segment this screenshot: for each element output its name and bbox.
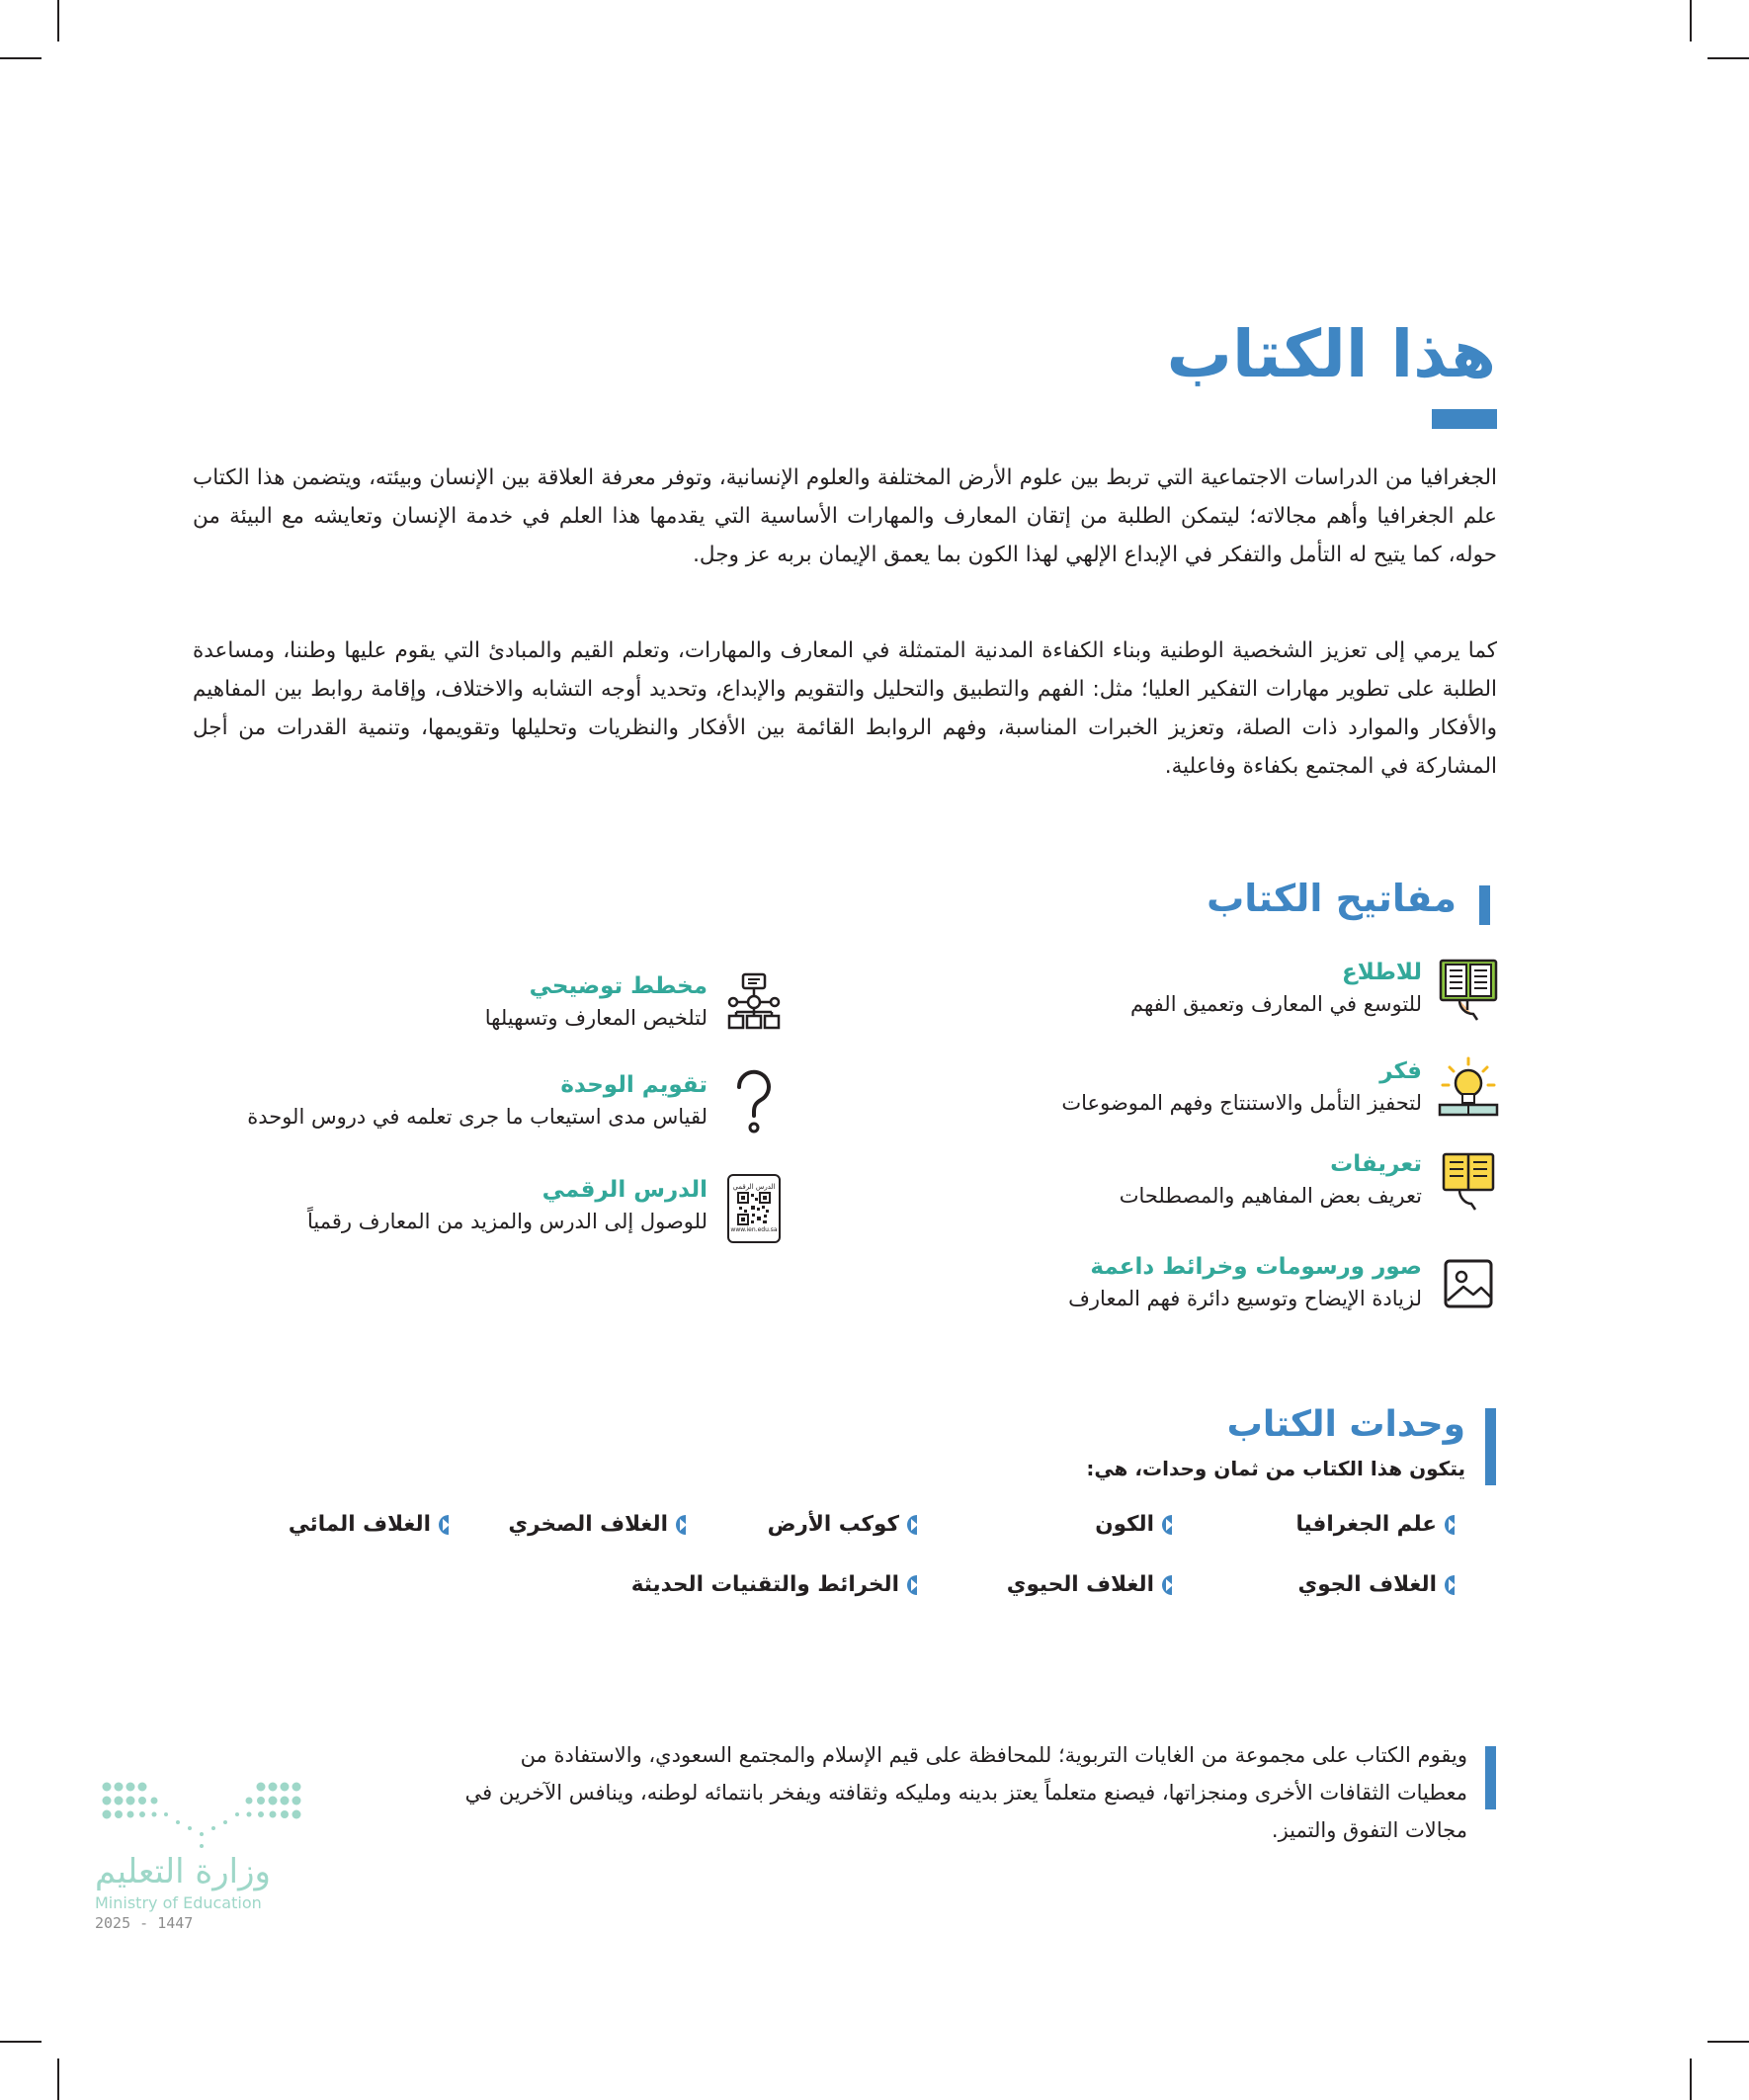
intro-paragraph: كما يرمي إلى تعزيز الشخصية الوطنية وبناء الكفاءة المدنية المتمثلة في المعارف والمهارات، وتعلم القيم والمبادئ التي يقوم عليها وطننا، ومساعدة الطلبة على تطوير مهارات التفكير العليا؛ مثل: الفهم والتطبيق والتحليل والتقويم والإبداع، وتحديد أوجه التشابه والاختلاف، وإقامة روابط بين المفاهيم والأفكار والموارد ذات الصلة، وتعزيز الخبرات المناسبة، وفهم الروابط القائمة بين الأفكار والنظريات وتحليلها وتقويمها، وتنمية القدرات من أجل المشاركة في المجتمع بكفاءة وفاعلية. [193, 638, 1497, 779]
keys-section-title: مفاتيح الكتاب [1207, 877, 1457, 920]
units-section-title: وحدات الكتاب [1226, 1404, 1465, 1445]
key-title: تعريفات [1330, 1151, 1422, 1177]
unit-item [768, 1512, 927, 1537]
unit-item [289, 1512, 458, 1537]
bullet-icon [1162, 1515, 1182, 1535]
bullet-icon [907, 1575, 927, 1595]
key-description: لقياس مدى استيعاب ما جرى تعلمه في دروس الوحدة [247, 1105, 708, 1129]
crop-mark [0, 57, 42, 59]
bullet-icon [907, 1515, 927, 1535]
bullet-icon [1445, 1515, 1464, 1535]
crop-mark [1690, 2058, 1692, 2100]
unit-label: علم الجغرافيا [1295, 1512, 1437, 1537]
crop-mark [57, 0, 59, 42]
unit-item [1007, 1572, 1182, 1597]
key-description: لتلخيص المعارف وتسهيلها [484, 1006, 708, 1030]
unit-label: الخرائط والتقنيات الحديثة [630, 1572, 899, 1597]
key-item [1061, 1055, 1499, 1121]
crop-mark [0, 2041, 42, 2043]
unit-item [1295, 1512, 1464, 1537]
ministry-logo-dots-icon [95, 1779, 308, 1852]
section-marker-bar [1485, 1408, 1496, 1485]
key-item [247, 1069, 785, 1134]
qr-code-icon [727, 1174, 781, 1243]
edition-year: 2025 - 1447 [95, 1914, 194, 1932]
crop-mark [57, 2058, 59, 2100]
bullet-icon [676, 1515, 696, 1535]
crop-mark [1707, 2041, 1749, 2043]
unit-item [631, 1572, 927, 1597]
key-title: فكر [1379, 1058, 1422, 1084]
unit-label: الغلاف الجوي [1297, 1572, 1437, 1597]
section-marker-bar [1485, 1746, 1496, 1809]
crop-mark [1707, 57, 1749, 59]
key-description: تعريف بعض المفاهيم والمصطلحات [1119, 1184, 1422, 1208]
closing-paragraph: ويقوم الكتاب على مجموعة من الغايات التربوية؛ للمحافظة على قيم الإسلام والمجتمع السعودي، والاستفادة من معطيات الثقافات الأخرى ومنجزاتها، فيصنع متعلماً يعتز بدينه ومليكه وثقافته ويفخر بانتمائه لوطنه، وينافس الآخرين في مجالات التفوق والتميز. [464, 1743, 1467, 1842]
key-title: صور ورسومات وخرائط داعمة [1090, 1254, 1422, 1280]
bullet-icon [439, 1515, 458, 1535]
key-item [485, 970, 785, 1036]
ministry-logo [95, 1779, 312, 1932]
title-underline-bar [1432, 409, 1497, 429]
unit-item [1095, 1512, 1182, 1537]
unit-label: الغلاف الصخري [508, 1512, 668, 1537]
page-title: هذا الكتاب [1166, 316, 1496, 392]
unit-label: الكون [1095, 1512, 1154, 1537]
key-title: مخطط توضيحي [529, 973, 708, 999]
image-icon [1438, 1251, 1499, 1316]
key-description: للوصول إلى الدرس والمزيد من المعارف رقمياً [306, 1210, 708, 1233]
unit-item [508, 1512, 696, 1537]
key-title: تقويم الوحدة [560, 1072, 708, 1098]
qr-card-caption: الدرس الرقمي [732, 1183, 776, 1191]
section-marker-bar [1479, 885, 1490, 925]
key-item [1130, 957, 1499, 1022]
key-description: لزيادة الإيضاح وتوسيع دائرة فهم المعارف [1068, 1287, 1422, 1310]
key-title: الدرس الرقمي [541, 1177, 708, 1203]
intro-paragraph: الجغرافيا من الدراسات الاجتماعية التي تربط بين علوم الأرض المختلفة والعلوم الإنسانية، وتوفر معرفة العلاقة بين الإنسان وبيئته، ويتضمن هذا الكتاب علم الجغرافيا وأهم مجالاته؛ ليتمكن الطلبة من إتقان المعارف والمهارات الأساسية التي يقدمها هذا العلم في خدمة الإنسان وتعايشه مع البيئة من حوله، كما يتيح له التأمل والتفكر في الإبداع الإلهي لهذا الكون بما يعمق الإيمان بربه عز وجل. [193, 465, 1497, 567]
unit-label: الغلاف الحيوي [1006, 1572, 1154, 1597]
ministry-name-ar: وزارة التعليم [95, 1852, 271, 1891]
key-item [1120, 1148, 1499, 1214]
unit-label: كوكب الأرض [767, 1512, 899, 1537]
key-title: للاطلاع [1342, 960, 1422, 985]
crop-mark [1690, 0, 1692, 42]
units-intro: يتكون هذا الكتاب من ثمان وحدات، هي: [1086, 1457, 1465, 1480]
key-item [1068, 1251, 1499, 1316]
key-description: لتحفيز التأمل والاستنتاج وفهم الموضوعات [1061, 1091, 1422, 1115]
unit-item [1298, 1572, 1465, 1597]
ministry-name-en: Ministry of Education [95, 1893, 262, 1912]
bullet-icon [1162, 1575, 1182, 1595]
flowchart-icon [723, 970, 785, 1036]
lightbulb-icon [1438, 1055, 1499, 1121]
unit-label: الغلاف المائي [288, 1512, 431, 1537]
key-description: للتوسع في المعارف وتعميق الفهم [1130, 992, 1422, 1016]
key-item [307, 1174, 785, 1243]
definitions-book-icon [1438, 1148, 1499, 1214]
bullet-icon [1445, 1575, 1464, 1595]
question-mark-icon [723, 1069, 785, 1134]
open-book-icon [1438, 957, 1499, 1022]
qr-card-url: www.ien.edu.sa [730, 1226, 778, 1233]
